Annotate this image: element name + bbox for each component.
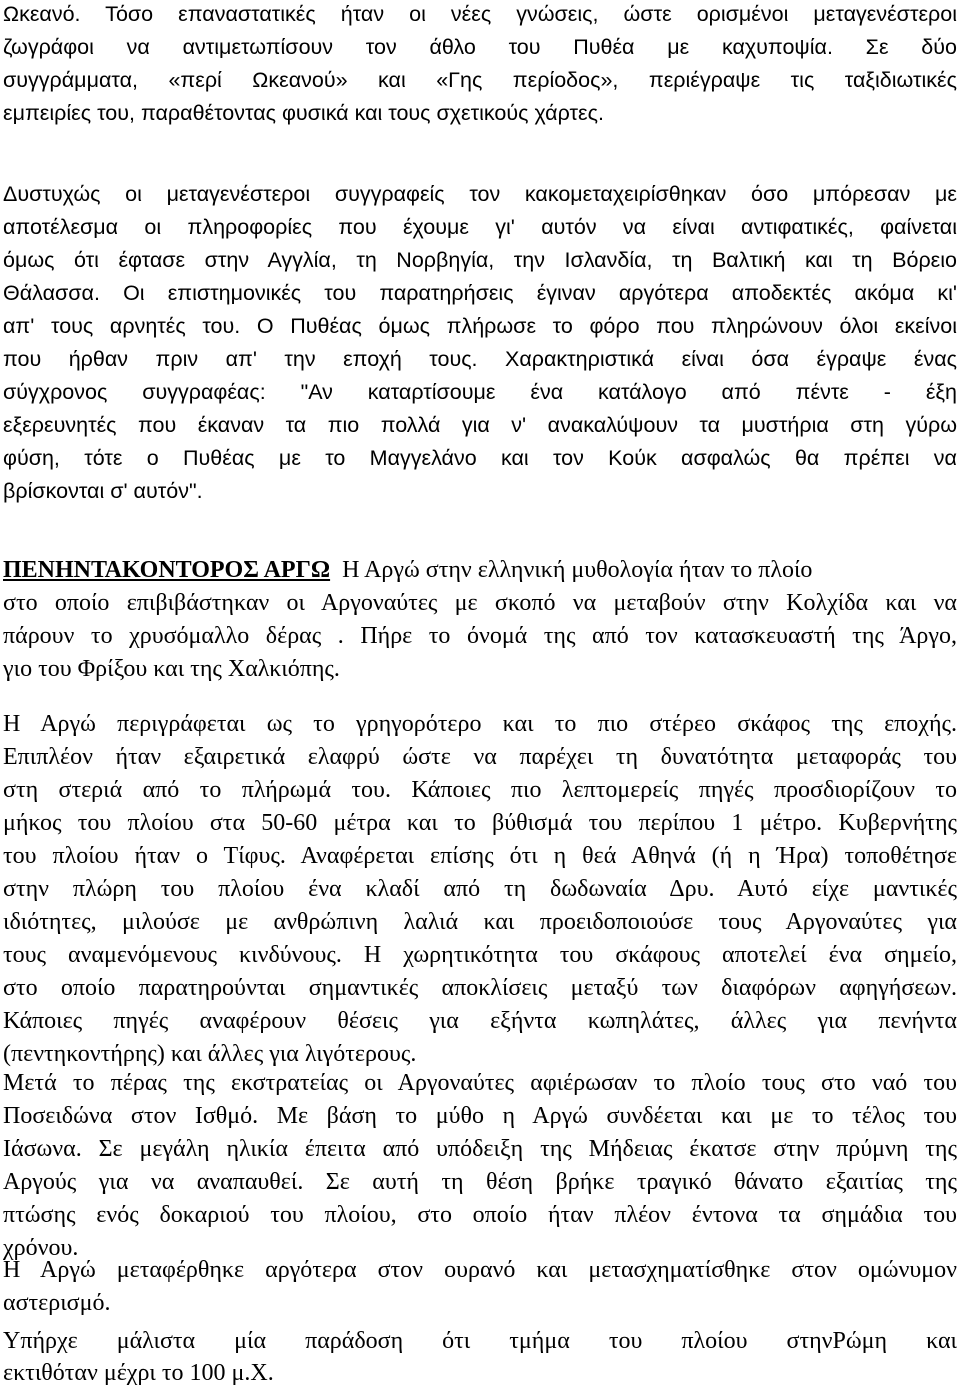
text-line: Μετά το πέρας της εκστρατείας οι Αργοναύτες αφιέρωσαν το πλοίο τους στο ναό του: [3, 1070, 957, 1096]
text-line: που ήρθαν πριν απ' την εποχή τους. Χαρακτηριστικά είναι όσα έγραψε ένας: [3, 347, 957, 371]
text-line: εξερευνητές που έκαναν τα πιο πολλά για ν' ανακαλύψουν τα μυστήρια στη γύρω: [3, 413, 957, 437]
text-line: χρόνου.: [3, 1235, 79, 1261]
text-line: πτώσης ενός δοκαριού του πλοίου, στο οποίο ήταν πλέον έντονα τα σημάδια του: [3, 1202, 957, 1228]
text-line: πάρουν το χρυσόμαλλο δέρας . Πήρε το όνομά της από τον κατασκευαστή της Άργο,: [3, 623, 957, 649]
section-first-line: Η Αργώ στην ελληνική μυθολογία ήταν το πλοίο: [342, 557, 813, 583]
text-line: ιδιότητες, μιλούσε με ανθρώπινη λαλιά και προειδοποιούσε τους Αργοναύτες για: [3, 909, 957, 935]
text-line: ζωγράφοι να αντιμετωπίσουν τον άθλο του Πυθέα με καχυποψία. Σε δύο: [3, 35, 957, 59]
text-line: Δυστυχώς οι μεταγενέστεροι συγγραφείς τον κακομεταχειρίσθηκαν όσο μπόρεσαν με: [3, 182, 957, 206]
text-line: [3, 554, 957, 587]
text-line: βρίσκονται σ' αυτόν".: [3, 479, 203, 503]
text-line: στη στεριά από το πλήρωμά του. Κάποιες πιο λεπτομερείς πηγές προσδιορίζουν το: [3, 777, 957, 803]
text-line: Θάλασσα. Οι επιστημονικές του παρατηρήσεις έγιναν αργότερα αποδεκτές ακόμα κι': [3, 281, 957, 305]
text-line: στο οποίο παρατηρούνται σημαντικές αποκλίσεις μεταξύ των διαφόρων αφηγήσεων.: [3, 975, 957, 1001]
heading-spacer: [330, 557, 342, 583]
text-line: συγγράμματα, «περί Ωκεανού» και «Γης περίοδος», περιέγραψε τις ταξιδιωτικές: [3, 68, 957, 92]
text-line: απ' τους αρνητές του. Ο Πυθέας όμως πλήρωσε το φόρο που πληρώνουν όλοι εκείνοι: [3, 314, 957, 338]
text-line: Ιάσωνα. Σε μεγάλη ηλικία έπειτα από υπόδειξη της Μήδειας έκατσε στην πρύμνη της: [3, 1136, 957, 1162]
text-line: Επιπλέον ήταν εξαιρετικά ελαφρύ ώστε να παρέχει τη δυνατότητα μεταφοράς του: [3, 744, 957, 770]
text-line: στην πλώρη του πλοίου ένα κλαδί από τη δωδωναία Δρυ. Αυτό είχε μαντικές: [3, 876, 957, 902]
text-line: Ωκεανό. Τόσο επαναστατικές ήταν οι νέες γνώσεις, ώστε ορισμένοι μεταγενέστεροι: [3, 2, 957, 26]
text-line: σύγχρονος συγγραφέας: "Αν καταρτίσουμε ένα κατάλογο από πέντε - έξη: [3, 380, 957, 404]
text-line: τους αναμενόμενους κινδύνους. Η χωρητικότητα του σκάφους αποτελεί ένα σημείο,: [3, 942, 957, 968]
text-line: στο οποίο επιβιβάστηκαν οι Αργοναύτες με σκοπό να μεταβούν στην Κολχίδα και να: [3, 590, 957, 616]
text-line: (πεντηκοντήρης) και άλλες για λιγότερους.: [3, 1041, 417, 1067]
text-line: εκτιθόταν μέχρι το 100 μ.Χ.: [3, 1360, 274, 1386]
text-line: φύση, τότε ο Πυθέας με το Μαγγελάνο και τον Κούκ ασφαλώς θα πρέπει να: [3, 446, 957, 470]
text-line: του πλοίου ήταν ο Τίφυς. Αναφέρεται επίσης ότι η θεά Αθηνά (ή η Ήρα) τοποθέτησε: [3, 843, 957, 869]
text-line: μήκος του πλοίου στα 50-60 μέτρα και το βύθισμά του περίπου 1 μέτρο. Κυβερνήτης: [3, 810, 957, 836]
text-line: Αργούς για να αναπαυθεί. Σε αυτή τη θέση βρήκε τραγικό θάνατο εξαιτίας της: [3, 1169, 957, 1195]
text-line: Ποσειδώνα στον Ισθμό. Με βάση το μύθο η Αργώ συνδέεται και με το τέλος του: [3, 1103, 957, 1129]
text-line: Υπήρχε μάλιστα μία παράδοση ότι τμήμα του πλοίου στηνΡώμη και: [3, 1328, 957, 1354]
text-line: εμπειρίες του, παραθέτοντας φυσικά και τους σχετικούς χάρτες.: [3, 101, 604, 125]
text-line: αστερισμό.: [3, 1290, 111, 1316]
text-line: Κάποιες πηγές αναφέρουν θέσεις για εξήντα κωπηλάτες, άλλες για πενήντα: [3, 1008, 957, 1034]
text-line: Η Αργώ περιγράφεται ως το γρηγορότερο και το πιο στέρεο σκάφος της εποχής.: [3, 711, 957, 737]
text-line: όμως ότι έφτασε στην Αγγλία, τη Νορβηγία, την Ισλανδία, τη Βαλτική και τη Βόρειο: [3, 248, 957, 272]
text-line: αποτέλεσμα οι πληροφορίες που έχουμε γι' αυτόν να είναι αντιφατικές, φαίνεται: [3, 215, 957, 239]
section-heading: ΠΕΝΗΝΤΑΚΟΝΤΟΡΟΣ ΑΡΓΩ: [3, 557, 331, 583]
text-line: γιο του Φρίξου και της Χαλκιόπης.: [3, 656, 340, 682]
text-line: Η Αργώ μεταφέρθηκε αργότερα στον ουρανό και μετασχηματίσθηκε στον ομώνυμον: [3, 1257, 957, 1283]
